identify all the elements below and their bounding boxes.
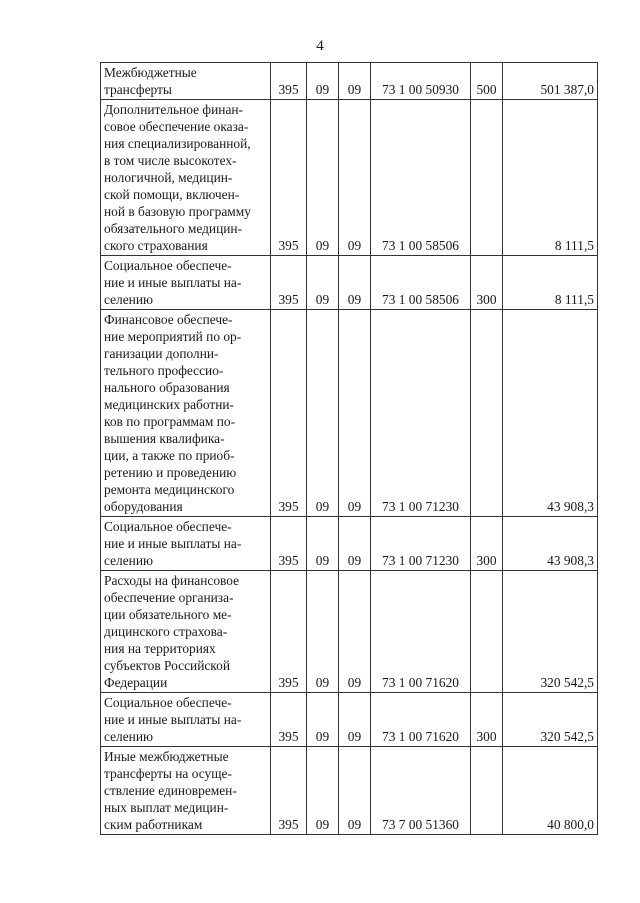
table-row (101, 747, 598, 835)
section-code-cell: 09 (307, 517, 339, 571)
section-code-cell: 09 (307, 693, 339, 747)
table-row (101, 693, 598, 747)
target-article-cell: 73 1 00 71620 (371, 693, 471, 747)
amount-cell: 501 387,0 (503, 63, 598, 100)
subsection-code-cell: 09 (339, 517, 371, 571)
row-name-cell: Межбюджетные трансферты (101, 63, 271, 100)
subsection-code-cell: 09 (339, 100, 371, 256)
target-article-cell: 73 1 00 71230 (371, 310, 471, 517)
row-name-cell: Расходы на финансовое обеспечение организа- ции обязательного ме- дицинского страхова- ния на территориях субъектов Российской Федерации (101, 571, 271, 693)
target-article-cell: 73 1 00 58506 (371, 100, 471, 256)
expense-type-cell (471, 747, 503, 835)
expense-type-cell (471, 310, 503, 517)
amount-cell: 40 800,0 (503, 747, 598, 835)
amount-cell: 320 542,5 (503, 571, 598, 693)
target-article-cell: 73 1 00 50930 (371, 63, 471, 100)
target-article-cell: 73 7 00 51360 (371, 747, 471, 835)
section-code-cell: 09 (307, 310, 339, 517)
table-row (101, 256, 598, 310)
section-code-cell: 09 (307, 571, 339, 693)
admin-code-cell: 395 (271, 256, 307, 310)
admin-code-cell: 395 (271, 517, 307, 571)
page-number: 4 (316, 38, 324, 54)
table-row (101, 517, 598, 571)
table-row (101, 310, 598, 517)
row-name-cell: Финансовое обеспече- ние мероприятий по ор- ганизации дополни- тельного профессио- нального образования медицинских работни- ков по программам по- вышения квалифика- ции, а также по приоб- ретению и проведению ремонта медицинского оборудования (101, 310, 271, 517)
target-article-cell: 73 1 00 58506 (371, 256, 471, 310)
subsection-code-cell: 09 (339, 747, 371, 835)
amount-cell: 320 542,5 (503, 693, 598, 747)
admin-code-cell: 395 (271, 693, 307, 747)
admin-code-cell: 395 (271, 100, 307, 256)
row-name-cell: Иные межбюджетные трансферты на осуще- ствление единовремен- ных выплат медицин- ским работникам (101, 747, 271, 835)
expense-type-cell (471, 571, 503, 693)
subsection-code-cell: 09 (339, 571, 371, 693)
admin-code-cell: 395 (271, 310, 307, 517)
table-row (101, 571, 598, 693)
admin-code-cell: 395 (271, 63, 307, 100)
target-article-cell: 73 1 00 71620 (371, 571, 471, 693)
expense-type-cell: 300 (471, 517, 503, 571)
expense-type-cell (471, 100, 503, 256)
amount-cell: 43 908,3 (503, 310, 598, 517)
row-name-cell: Социальное обеспече- ние и иные выплаты на- селению (101, 693, 271, 747)
subsection-code-cell: 09 (339, 693, 371, 747)
admin-code-cell: 395 (271, 747, 307, 835)
table-row (101, 63, 598, 100)
expense-type-cell: 300 (471, 693, 503, 747)
row-name-cell: Социальное обеспече- ние и иные выплаты на- селению (101, 517, 271, 571)
row-name-cell: Дополнительное финан- совое обеспечение оказа- ния специализированной, в том числе высокотех- нологичной, медицин- ской помощи, включен- ной в базовую программу обязательного медицин- ского страхования (101, 100, 271, 256)
subsection-code-cell: 09 (339, 310, 371, 517)
amount-cell: 43 908,3 (503, 517, 598, 571)
target-article-cell: 73 1 00 71230 (371, 517, 471, 571)
amount-cell: 8 111,5 (503, 256, 598, 310)
subsection-code-cell: 09 (339, 63, 371, 100)
row-name-cell: Социальное обеспече- ние и иные выплаты на- селению (101, 256, 271, 310)
section-code-cell: 09 (307, 63, 339, 100)
table-row (101, 100, 598, 256)
budget-table (100, 62, 598, 835)
section-code-cell: 09 (307, 256, 339, 310)
admin-code-cell: 395 (271, 571, 307, 693)
subsection-code-cell: 09 (339, 256, 371, 310)
section-code-cell: 09 (307, 747, 339, 835)
amount-cell: 8 111,5 (503, 100, 598, 256)
section-code-cell: 09 (307, 100, 339, 256)
expense-type-cell: 300 (471, 256, 503, 310)
expense-type-cell: 500 (471, 63, 503, 100)
